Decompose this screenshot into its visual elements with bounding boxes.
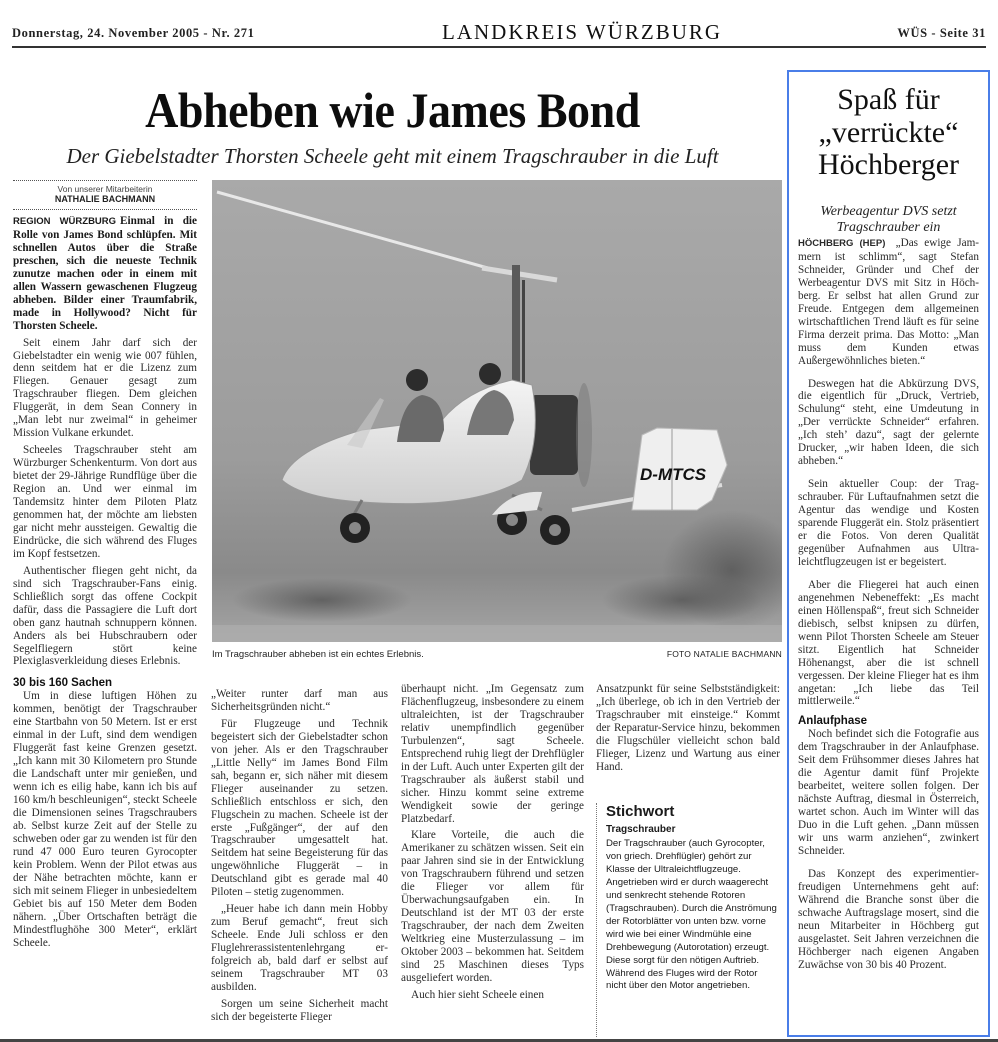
section-title: LANDKREIS WÜRZBURG — [442, 20, 723, 44]
stichwort-title: Stichwort — [606, 803, 675, 820]
article-column-3 — [401, 683, 584, 1006]
page-number: WÜS - Seite 31 — [897, 26, 986, 40]
photo-credit: FOTO NATALIE BACHMANN — [666, 649, 782, 659]
lead-text: Einmal in die Rolle von James Bond schlüpfen. Mit schnellen Autos über die Straße preschen, sich die neueste Technik zunutze machen oder in einem mit allen Wassern gewaschenen Flugzeug abheben. Bilder einer Traumfabrik, made in Hollywood? Nicht für Thorsten Scheele. — [13, 215, 197, 332]
paragraph: Noch befindet sich die Fotografie aus dem Tragschrauber in der Anlaufphase. Seit dem Frühsommer dieses Jahres hat die Agentur damit fünf Projekte bearbeitet, weitere sollen folgen. Der nächste Auftrag, diesmal in Österreich, wartet schon. Auch im Winter will das Duo in die Luft gehen. „Dann müssen wir uns warm anziehen“, zwinkert Schneider. — [798, 728, 979, 857]
paragraph: Ansatzpunkt für seine Selbstständigkeit: „Ich überlege, ob ich in den Vertrieb der Tragschrauber mit einsteige.“ Kommt der Reparatur-Service hinzu, bekommen die Flugschüler vielleicht schon bald Flieger, Lizenz und Wartung aus einer Hand. — [596, 683, 780, 773]
paragraph: Authentischer fliegen geht nicht, da sind sich Tragschrauber-Fans einig. Schließlich sorgt das offene Cockpit dafür, dass die Passagiere die Luft dort oben ganz hautnah schnuppern können. Anders als bei Hubschraubern oder Segelfliegern stört keine Plexiglasverkleidung dieses Erlebnis. — [13, 564, 197, 668]
paragraph: Deswegen hat die Abkürzung DVS, die eigentlich für „Druck, Vertrieb, Schulung“ steht, eine Umdeutung in „Der verrückte Schneider“ erfahren. „Ich steh’ dazu“, sagt der gelernte Drucker, „wir haben Ideen, die sich abheben.“ — [798, 377, 979, 468]
paragraph — [798, 237, 979, 368]
photo-caption: Im Tragschrauber abheben ist ein echtes Erlebnis. — [212, 649, 424, 660]
article-headline: Abheben wie James Bond — [145, 82, 640, 138]
paragraph: Auch hier sieht Scheele einen — [411, 988, 544, 1001]
sidebar-headline-line-1: Spaß für — [837, 83, 940, 116]
paragraph: Sorgen um seine Sicherheit macht sich der begeisterte Flieger — [211, 997, 388, 1023]
byline — [13, 180, 197, 210]
stichwort-term: Tragschrauber — [606, 824, 676, 835]
article-subheadline: Der Giebelstadter Thorsten Scheele geht mit einem Tragschrauber in die Luft — [66, 144, 719, 168]
paragraph: Aber die Fliegerei hat auch einen angenehmen Nebeneffekt: „Es macht einen Höllenspaß“, freut sich Schneider diebisch, selbst knipsen zu dürfen, wenn Pilot Thorsten Scheele am Steuer sitzt. Eigentlich hat Schneider Höhenangst, aber die ist schnell vergessen. Der kleine Flieger hat es ihm angetan: „Ich liebe das Teil mittlerweile.“ — [798, 578, 979, 708]
article-lead — [13, 215, 197, 333]
paragraph: überhaupt nicht. „Im Gegensatz zum Flächenflugzeug, insbesondere zu einem ultraleichten, ist der Tragschrauber relativ unempfindlich gegenüber Turbulenzen“, sagt Scheele. Entsprechend ruhig liegt der Drehflügler in der Luft. Auch unter Experten gilt der Tragschrauber als äußerst stabil und sicher. Hinzu kommt seine extreme Wendigkeit sowie der geringe Platzbedarf. — [401, 683, 584, 825]
article-column-1 — [13, 180, 197, 953]
sidebar-headline — [789, 84, 988, 182]
article-dateline: REGION WÜRZBURG — [13, 216, 117, 227]
paragraph: Für Flugzeuge und Technik begeistert sich der Giebelstadter schon von jeher. Als er den Tragschrauber „Little Nelly“ im James Bond Film sah, begann er, sich näher mit diesem Flieger auseinander zu setzen. Schließlich entschloss er sich, den Flugschein zu machen. Scheele ist der erste „Fußgänger“, der auf den Tragschrauber umgesattelt hat. Seitdem hat seine Begeisterung für das ungewöhnliche Fluggerät – in Deutschland gibt es gerade mal 40 Piloten – stetig zugenommen. — [211, 717, 388, 899]
photo-caption-bar — [212, 649, 782, 663]
paragraph-text: „Das ewige Jammern ist schlimm“, sagt Stefan Schneider, Gründer und Chef der Werbeagentur DVS mit Sitz in Höchberg. Er selbst hat allen Grund zur Freude. Entgegen dem allgemeinen wirtschaftlichen Trend läuft es für seine Firma derzeit prima. Das Motto: „Man muss dem Kunden etwas Außergewöhnliches bieten.“ — [798, 237, 980, 367]
paragraph: Klare Vorteile, die auch die Amerikaner zu schätzen wissen. Seit ein paar Jahren sind sie in der Entwicklung von Tragschraubern führend und setzen die Flieger vor allem für Überwachungsaufgaben ein. In Deutschland ist der MT 03 der erste Tragschrauber, der nach dem Zweiten Weltkrieg eine Musterzulassung – im Oktober 2003 – bekommen hat. Seitdem sind 25 Maschinen dieses Typs ausgeliefert worden. — [401, 829, 584, 984]
sidebar-article — [787, 70, 990, 1037]
paragraph: Scheeles Tragschrauber steht am Würzburger Schenkenturm. Von dort aus bietet der 29-Jährige Rundflüge über die Region an. Und wer einmal im Tandemsitz hinter dem Piloten Platz genommen hat, der möchte am liebsten gar nicht mehr aussteigen. Gewaltig die Eindrücke, die sich während des Fluges im Kopf festsetzen. — [13, 444, 197, 560]
paragraph: Um in diese luftigen Höhen zu kommen, benötigt der Tragschrauber eine Startbahn von 50 Metern. Ist er erst einmal in der Luft, sind dem wendigen Fluggerät fast keine Grenzen gesetzt. „Ich kann mit 30 Kilometern pro Stunde die Landschaft unter mir genießen, und wenn ich es eilig habe, kann ich bis auf 160 km/h beschleunigen“, steckt Scheele die Dimensionen seines Tragschraubers ab. Selbst kurze Zeit auf der Stelle zu schweben oder gar zu wenden ist für den rund 47 000 Euro teuren Gyrocopter kein Problem. Wenn der Pilot etwas aus der Nähe betrachten möchte, kann er sich mit seinem Flieger in unbesiedeltem Gebiet bis auf 150 Meter dem Boden nähern. „Über Ortschaften beträgt die Mindestflughöhe 300 Meter“, erklärt Scheele. — [13, 690, 197, 949]
sidebar-body — [798, 237, 979, 982]
sidebar-headline-line-3: Höchberger — [817, 148, 960, 181]
paragraph: Das Konzept des experimentierfreudigen Unternehmens geht auf: Während die Branche sonst über die schwache Auftragslage mosert, sind die neun Mitarbeiter in Höchberg gut ausgelastet. Seit Jahren verzeichnen die Höchberger nach eigenen Angaben Zuwächse von 30 bis 40 Prozent. — [798, 867, 979, 971]
registration-mark: D-MTCS — [640, 465, 707, 484]
article-column-2 — [211, 688, 388, 1028]
byline-prefix: Von unserer Mitarbeiterin — [57, 184, 153, 194]
paragraph: Sein aktueller Coup: der Tragschrauber. Für Luftaufnahmen setzt die Agentur das wendige und Kosten sparende Fluggerät ein. Stolz präsentiert er die Fotos. Von deren Qualität gegenüber Aufnahmen aus Ultraleichtflugzeugen ist er begeistert. — [798, 478, 979, 568]
stichwort-box — [596, 803, 780, 1037]
section-subheading: 30 bis 160 Sachen — [13, 677, 113, 690]
byline-author: NATHALIE BACHMANN — [54, 194, 156, 204]
stichwort-definition: Der Tragschrauber (auch Gyrocopter, von griech. Drehflügler) gehört zur Klasse der Ultraleichtflugzeuge. Angetrieben wird er durch waagerecht und senkrecht stehende Rotoren (Tragschrauben). Durch die Anströmung der Rotorblätter von unten bzw. vorne wird wie bei einer Windmühle eine Drehbewegung (Autorotation) erzeugt. Diese sorgt für den nötigen Auftrieb. Während des Fluges wird der Rotor nicht über den Motor angetrieben. — [606, 838, 777, 992]
masthead — [12, 22, 986, 48]
sidebar-subheading: Anlaufphase — [798, 715, 868, 728]
paragraph: Seit einem Jahr darf sich der Giebelstadter ein wenig wie 007 fühlen, denn seitdem hat er die Lizenz zum Fliegen. Genauer gesagt zum Tragschrauber fliegen. Dem gleichen Fluggerät, in dem Sean Connery in „Man lebt nur zweimal“ in geheimer Mission Vulkane erkundet. — [13, 336, 197, 440]
sidebar-subheadline: Werbeagentur DVS setzt Tragschrauber ein — [820, 204, 957, 235]
gyrocopter-image — [212, 180, 782, 642]
sidebar-headline-line-2: „verrückte“ — [818, 115, 959, 149]
gyrocopter-photo — [212, 180, 782, 642]
sidebar-dateline: HÖCHBERG (HEP) — [798, 238, 886, 249]
paragraph: „Heuer habe ich dann mein Hobby zum Beruf gemacht“, freut sich Scheele. Ende Juli schloss er den Fluglehrerassistentenlehrgang erfolgreich ab, bald darf er selbst auf seinem Tragschrauber MT 03 ausbilden. — [211, 903, 388, 993]
issue-date: Donnerstag, 24. November 2005 - Nr. 271 — [12, 26, 255, 40]
paragraph: „Weiter runter darf man aus Sicherheitsgründen nicht.“ — [211, 688, 388, 713]
article-column-4 — [596, 683, 780, 778]
